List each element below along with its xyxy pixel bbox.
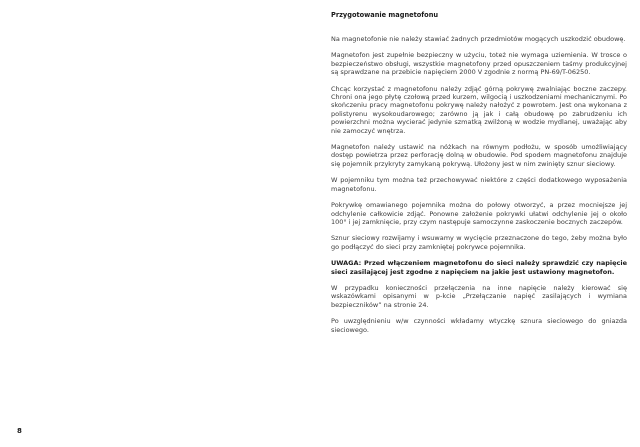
document-content [331,11,627,342]
section-title: Przygotowanie magnetofonu [331,11,439,19]
paragraph-placement: Magnetofon należy ustawić na nóżkach na równym podłożu, w sposób umożliwiający dostęp powietrza przez perforację dolną w obudowie. Pod spodem magnetofonu znajduje się pojemnik przykryty zamykaną pokrywą. Ułożony jest w nim zwinięty sznur sieciowy. [331,143,627,168]
paragraph-storage: W pojemniku tym można też przechowywać niektóre z części dodatkowego wyposażenia magnetofonu. [331,176,627,193]
paragraph-safety: Magnetofon jest zupełnie bezpieczny w użyciu, toteż nie wymaga uziemienia. W trosce o bezpieczeństwo obsługi, wszystkie magnetofony przed opuszczeniem taśmy produkcyjnej są sprawdzane na przebicie napięciem 2000 V zgodnie z normą PN-69/T-06250. [331,51,627,77]
paragraph-voltage-switch: W przypadku konieczności przełączenia na inne napięcie należy kierować się wskazówkami opisanymi w p-kcie „Przełączanie napięć zasilających i wymiana bezpieczników” na stronie 24. [331,283,627,309]
paragraph-power-cord: Sznur sieciowy rozwijamy i wsuwamy w wycięcie przeznaczone do tego, żeby można było go podłączyć do sieci przy zamkniętej pokrywce pojemnika. [331,234,627,251]
warning-paragraph: UWAGA: Przed włączeniem magnetofonu do sieci należy sprawdzić czy napięcie sieci zasilającej jest zgodne z napięciem na jakie jest ustawiony magnetofon. [331,259,627,276]
paragraph-housing-warning: Na magnetofonie nie należy stawiać żadnych przedmiotów mogących uszkodzić obudowę. [331,35,626,43]
paragraph-cover: Chcąc korzystać z magnetofonu należy zdjąć górną pokrywę zwalniając boczne zaczepy. Chroni ona jego płytę czołową przed kurzem, wilgocią i uszkodzeniami mechanicznymi. Po skończeniu pracy magnetofonu pokrywę należy nałożyć z powrotem. Jest ona wykonana z polistyrenu wysokoudarowego; zarówno ją jak i całą obudowę po zabrudzeniu ich powierzchni można wycierać jedynie szmatką zwilżoną w wodzie mydlanej, uważając aby nie zamoczyć wnętrza. [331,84,627,135]
paragraph-container-lid: Pokrywkę omawianego pojemnika można do połowy otworzyć, a przez mocniejsze jej odchylenie całkowicie zdjąć. Ponowne założenie pokrywki ułatwi odchylenie jej o około 100° i jej zamknięcie, przy czym następuje samoczynne zaskoczenie bocznych zaczepów. [331,201,627,226]
page-number: 8 [17,427,22,435]
paragraph-plug-in: Po uwzględnieniu w/w czynności wkładamy wtyczkę sznura sieciowego do gniazda sieciowego. [331,317,627,334]
